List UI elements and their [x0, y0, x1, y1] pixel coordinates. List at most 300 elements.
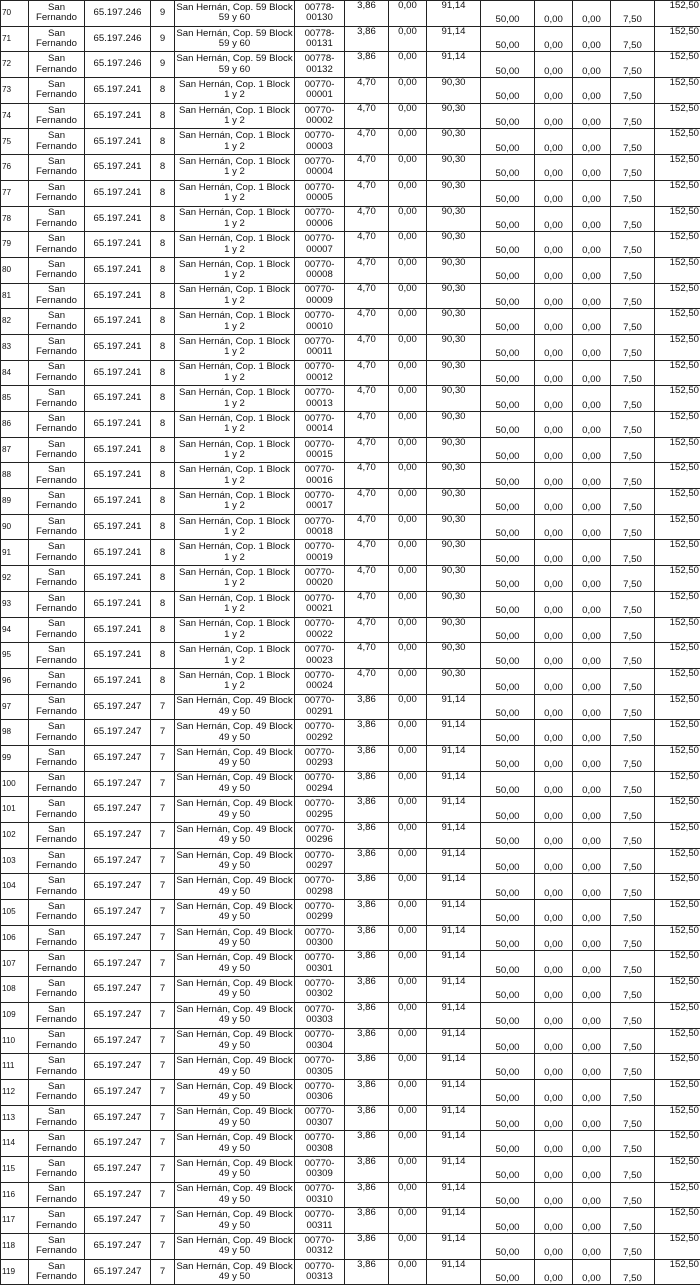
municipality-line-1: San [47, 926, 66, 938]
municipality-line-2: Fernando [35, 937, 78, 949]
row-number: 116 [1, 1182, 29, 1208]
lote-cell: 7 [151, 1028, 175, 1054]
municipality-line-1: San [47, 181, 66, 193]
rol-cell: 65.197.247 [85, 1079, 151, 1105]
location-cell [175, 78, 295, 104]
fee-b-value: 0,00 [535, 155, 573, 181]
cost-a-value: 0,00 [389, 334, 427, 360]
cost-b-value: 90,30 [427, 129, 481, 155]
id-line-2: 00307 [306, 1116, 333, 1128]
row-number: 97 [1, 694, 29, 720]
location-cell [175, 386, 295, 412]
fee-d-value: 7,50 [611, 1, 655, 27]
municipality-line-2: Fernando [35, 782, 78, 794]
row-number: 81 [1, 283, 29, 309]
fee-b-value: 0,00 [535, 1054, 573, 1080]
id-line-1: 00770- [304, 104, 335, 116]
location-line-2: 1 y 2 [224, 371, 245, 383]
id-line-2: 00132 [306, 63, 333, 75]
location-line-2: 1 y 2 [224, 397, 245, 409]
total-value: 152,50 [655, 309, 700, 335]
municipality-line-2: Fernando [35, 371, 78, 383]
municipality-line-2: Fernando [35, 12, 78, 24]
fee-a-value: 50,00 [481, 437, 535, 463]
fee-c-value: 0,00 [573, 155, 611, 181]
area-value: 4,70 [345, 257, 389, 283]
id-line-1: 00770- [304, 977, 335, 989]
area-value: 3,86 [345, 1079, 389, 1105]
id-line-2: 00297 [306, 860, 333, 872]
fee-d-value: 7,50 [611, 823, 655, 849]
id-cell [295, 206, 345, 232]
municipality-line-1: San [47, 1106, 66, 1118]
area-value: 4,70 [345, 514, 389, 540]
cost-b-value: 90,30 [427, 283, 481, 309]
id-line-1: 00770- [304, 1003, 335, 1015]
location-line-2: 1 y 2 [224, 243, 245, 255]
id-line-2: 00019 [306, 551, 333, 563]
lote-cell: 8 [151, 643, 175, 669]
total-value: 152,50 [655, 1234, 700, 1260]
location-line-1: San Hernán, Cop. 1 Block [179, 310, 290, 322]
municipality-line-2: Fernando [35, 654, 78, 666]
location-cell [175, 129, 295, 155]
municipality-cell [29, 1182, 85, 1208]
location-line-1: San Hernán, Cop. 49 Block [176, 1209, 293, 1221]
cost-a-value: 0,00 [389, 1182, 427, 1208]
total-value: 152,50 [655, 668, 700, 694]
location-line-1: San Hernán, Cop. 59 Block [176, 1, 293, 13]
fee-b-value: 0,00 [535, 900, 573, 926]
rol-cell: 65.197.247 [85, 900, 151, 926]
location-cell [175, 309, 295, 335]
id-line-1: 00770- [304, 207, 335, 219]
cost-b-value: 90,30 [427, 206, 481, 232]
location-line-1: San Hernán, Cop. 49 Block [176, 900, 293, 912]
row-number: 94 [1, 617, 29, 643]
cost-a-value: 0,00 [389, 232, 427, 258]
fee-c-value: 0,00 [573, 463, 611, 489]
table-row [1, 1259, 700, 1285]
rol-cell: 65.197.247 [85, 1234, 151, 1260]
cost-b-value: 91,14 [427, 925, 481, 951]
cost-b-value: 91,14 [427, 1105, 481, 1131]
area-value: 3,86 [345, 1208, 389, 1234]
municipality-line-1: San [47, 644, 66, 656]
id-line-2: 00313 [306, 1271, 333, 1283]
id-line-2: 00301 [306, 962, 333, 974]
table-row [1, 1234, 700, 1260]
municipality-line-2: Fernando [35, 346, 78, 358]
rol-cell: 65.197.241 [85, 155, 151, 181]
row-number: 71 [1, 26, 29, 52]
municipality-line-1: San [47, 515, 66, 527]
id-line-1: 00770- [304, 618, 335, 630]
total-value: 152,50 [655, 1131, 700, 1157]
location-line-1: San Hernán, Cop. 1 Block [179, 181, 290, 193]
location-line-1: San Hernán, Cop. 49 Block [176, 721, 293, 733]
total-value: 152,50 [655, 463, 700, 489]
fee-b-value: 0,00 [535, 720, 573, 746]
location-line-1: San Hernán, Cop. 49 Block [176, 1080, 293, 1092]
municipality-line-1: San [47, 1183, 66, 1195]
cost-a-value: 0,00 [389, 1054, 427, 1080]
location-line-2: 49 y 50 [218, 1014, 251, 1026]
lote-cell: 7 [151, 1002, 175, 1028]
id-line-1: 00770- [304, 592, 335, 604]
fee-d-value: 7,50 [611, 334, 655, 360]
id-cell [295, 720, 345, 746]
fee-c-value: 0,00 [573, 103, 611, 129]
fee-b-value: 0,00 [535, 745, 573, 771]
location-cell [175, 900, 295, 926]
rol-cell: 65.197.241 [85, 617, 151, 643]
municipality-line-1: San [47, 1132, 66, 1144]
id-line-2: 00308 [306, 1142, 333, 1154]
location-line-2: 1 y 2 [224, 423, 245, 435]
municipality-line-2: Fernando [35, 166, 78, 178]
row-number: 73 [1, 78, 29, 104]
fee-c-value: 0,00 [573, 360, 611, 386]
lote-cell: 9 [151, 52, 175, 78]
fee-a-value: 50,00 [481, 643, 535, 669]
municipality-line-2: Fernando [35, 705, 78, 717]
id-line-2: 00011 [306, 346, 333, 358]
fee-c-value: 0,00 [573, 540, 611, 566]
id-line-1: 00770- [304, 1260, 335, 1272]
row-number: 106 [1, 925, 29, 951]
fee-b-value: 0,00 [535, 232, 573, 258]
fee-c-value: 0,00 [573, 1234, 611, 1260]
id-cell [295, 283, 345, 309]
fee-d-value: 7,50 [611, 52, 655, 78]
cost-a-value: 0,00 [389, 1131, 427, 1157]
id-line-1: 00770- [304, 412, 335, 424]
location-cell [175, 951, 295, 977]
id-cell [295, 257, 345, 283]
location-line-2: 1 y 2 [224, 294, 245, 306]
fee-b-value: 0,00 [535, 1, 573, 27]
total-value: 152,50 [655, 823, 700, 849]
municipality-line-1: San [47, 952, 66, 964]
area-value: 3,86 [345, 797, 389, 823]
municipality-line-1: San [47, 746, 66, 758]
cost-a-value: 0,00 [389, 540, 427, 566]
fee-d-value: 7,50 [611, 26, 655, 52]
fee-d-value: 7,50 [611, 360, 655, 386]
municipality-cell [29, 206, 85, 232]
row-number: 84 [1, 360, 29, 386]
fee-b-value: 0,00 [535, 386, 573, 412]
municipality-line-2: Fernando [35, 834, 78, 846]
location-cell [175, 514, 295, 540]
area-value: 3,86 [345, 1002, 389, 1028]
row-number: 111 [1, 1054, 29, 1080]
area-value: 4,70 [345, 206, 389, 232]
id-line-1: 00770- [304, 1055, 335, 1067]
table-row [1, 1105, 700, 1131]
municipality-line-2: Fernando [35, 1065, 78, 1077]
location-line-2: 59 y 60 [218, 63, 251, 75]
row-number: 83 [1, 334, 29, 360]
fee-d-value: 7,50 [611, 874, 655, 900]
area-value: 4,70 [345, 103, 389, 129]
municipality-cell [29, 977, 85, 1003]
fee-a-value: 50,00 [481, 1208, 535, 1234]
id-cell [295, 232, 345, 258]
fee-a-value: 50,00 [481, 566, 535, 592]
fee-c-value: 0,00 [573, 206, 611, 232]
id-line-2: 00294 [306, 782, 333, 794]
cost-b-value: 91,14 [427, 1156, 481, 1182]
fee-c-value: 0,00 [573, 668, 611, 694]
cost-a-value: 0,00 [389, 103, 427, 129]
row-number: 109 [1, 1002, 29, 1028]
id-line-1: 00778- [304, 27, 335, 39]
cost-b-value: 91,14 [427, 720, 481, 746]
id-cell [295, 1, 345, 27]
cost-b-value: 91,14 [427, 900, 481, 926]
location-line-1: San Hernán, Cop. 59 Block [176, 27, 293, 39]
location-line-2: 49 y 50 [218, 757, 251, 769]
municipality-cell [29, 180, 85, 206]
table-row [1, 437, 700, 463]
fee-d-value: 7,50 [611, 309, 655, 335]
fee-a-value: 50,00 [481, 129, 535, 155]
id-line-2: 00020 [306, 577, 333, 589]
rol-cell: 65.197.241 [85, 514, 151, 540]
fee-c-value: 0,00 [573, 848, 611, 874]
location-cell [175, 180, 295, 206]
id-cell [295, 1131, 345, 1157]
municipality-cell [29, 78, 85, 104]
id-line-1: 00770- [304, 284, 335, 296]
cost-b-value: 91,14 [427, 848, 481, 874]
area-value: 3,86 [345, 745, 389, 771]
location-line-1: San Hernán, Cop. 1 Block [179, 412, 290, 424]
id-line-2: 00306 [306, 1091, 333, 1103]
municipality-line-2: Fernando [35, 577, 78, 589]
fee-b-value: 0,00 [535, 309, 573, 335]
fee-a-value: 50,00 [481, 180, 535, 206]
lote-cell: 8 [151, 334, 175, 360]
municipality-line-2: Fernando [35, 1014, 78, 1026]
location-line-1: San Hernán, Cop. 1 Block [179, 592, 290, 604]
cost-b-value: 90,30 [427, 155, 481, 181]
table-row [1, 283, 700, 309]
municipality-line-1: San [47, 387, 66, 399]
fee-b-value: 0,00 [535, 848, 573, 874]
fee-c-value: 0,00 [573, 26, 611, 52]
municipality-line-2: Fernando [35, 320, 78, 332]
area-value: 4,70 [345, 617, 389, 643]
municipality-line-2: Fernando [35, 423, 78, 435]
municipality-line-2: Fernando [35, 474, 78, 486]
cost-b-value: 90,30 [427, 514, 481, 540]
table-row [1, 848, 700, 874]
cost-b-value: 91,14 [427, 1028, 481, 1054]
id-line-1: 00770- [304, 1132, 335, 1144]
municipality-line-2: Fernando [35, 1193, 78, 1205]
municipality-line-1: San [47, 1, 66, 13]
fee-d-value: 7,50 [611, 129, 655, 155]
location-line-1: San Hernán, Cop. 49 Block [176, 1260, 293, 1272]
fee-a-value: 50,00 [481, 283, 535, 309]
id-cell [295, 463, 345, 489]
fee-d-value: 7,50 [611, 1234, 655, 1260]
row-number: 82 [1, 309, 29, 335]
location-line-1: San Hernán, Cop. 1 Block [179, 284, 290, 296]
location-line-2: 49 y 50 [218, 1219, 251, 1231]
row-number: 105 [1, 900, 29, 926]
lote-cell: 8 [151, 232, 175, 258]
location-line-1: San Hernán, Cop. 49 Block [176, 977, 293, 989]
total-value: 152,50 [655, 925, 700, 951]
id-line-1: 00770- [304, 746, 335, 758]
cost-b-value: 91,14 [427, 52, 481, 78]
location-cell [175, 848, 295, 874]
cost-a-value: 0,00 [389, 514, 427, 540]
id-cell [295, 591, 345, 617]
total-value: 152,50 [655, 386, 700, 412]
row-number: 88 [1, 463, 29, 489]
municipality-line-1: San [47, 464, 66, 476]
id-line-1: 00770- [304, 772, 335, 784]
location-line-2: 1 y 2 [224, 346, 245, 358]
location-line-2: 49 y 50 [218, 1245, 251, 1257]
rol-cell: 65.197.241 [85, 386, 151, 412]
total-value: 152,50 [655, 1105, 700, 1131]
id-line-1: 00770- [304, 181, 335, 193]
total-value: 152,50 [655, 977, 700, 1003]
cost-b-value: 91,14 [427, 1208, 481, 1234]
id-line-1: 00770- [304, 310, 335, 322]
fee-d-value: 7,50 [611, 412, 655, 438]
municipality-line-2: Fernando [35, 680, 78, 692]
id-cell [295, 334, 345, 360]
rol-cell: 65.197.247 [85, 720, 151, 746]
fee-d-value: 7,50 [611, 797, 655, 823]
table-row [1, 309, 700, 335]
id-line-2: 00292 [306, 731, 333, 743]
municipality-cell [29, 745, 85, 771]
location-cell [175, 489, 295, 515]
lote-cell: 7 [151, 1182, 175, 1208]
id-cell [295, 1054, 345, 1080]
fee-b-value: 0,00 [535, 514, 573, 540]
total-value: 152,50 [655, 26, 700, 52]
municipality-cell [29, 668, 85, 694]
location-cell [175, 334, 295, 360]
cost-a-value: 0,00 [389, 463, 427, 489]
fee-c-value: 0,00 [573, 437, 611, 463]
municipality-line-1: San [47, 78, 66, 90]
location-cell [175, 771, 295, 797]
fee-a-value: 50,00 [481, 412, 535, 438]
id-cell [295, 1259, 345, 1285]
id-cell [295, 900, 345, 926]
location-line-2: 49 y 50 [218, 731, 251, 743]
municipality-cell [29, 412, 85, 438]
row-number: 70 [1, 1, 29, 27]
row-number: 79 [1, 232, 29, 258]
location-line-1: San Hernán, Cop. 1 Block [179, 515, 290, 527]
total-value: 152,50 [655, 1156, 700, 1182]
id-line-2: 00018 [306, 526, 333, 538]
table-row [1, 694, 700, 720]
location-cell [175, 463, 295, 489]
location-line-1: San Hernán, Cop. 49 Block [176, 926, 293, 938]
row-number: 93 [1, 591, 29, 617]
lote-cell: 8 [151, 78, 175, 104]
municipality-cell [29, 52, 85, 78]
rol-cell: 65.197.241 [85, 591, 151, 617]
id-line-2: 00014 [306, 423, 333, 435]
municipality-line-1: San [47, 284, 66, 296]
municipality-line-1: San [47, 1209, 66, 1221]
fee-d-value: 7,50 [611, 155, 655, 181]
area-value: 3,86 [345, 1234, 389, 1260]
municipality-cell [29, 1028, 85, 1054]
total-value: 152,50 [655, 78, 700, 104]
fee-c-value: 0,00 [573, 1131, 611, 1157]
location-line-2: 49 y 50 [218, 834, 251, 846]
fee-a-value: 50,00 [481, 232, 535, 258]
municipality-cell [29, 1234, 85, 1260]
total-value: 152,50 [655, 745, 700, 771]
municipality-line-1: San [47, 104, 66, 116]
id-line-1: 00770- [304, 875, 335, 887]
table-row [1, 925, 700, 951]
location-line-1: San Hernán, Cop. 59 Block [176, 53, 293, 65]
id-line-2: 00003 [306, 140, 333, 152]
total-value: 152,50 [655, 1, 700, 27]
rol-cell: 65.197.246 [85, 26, 151, 52]
municipality-cell [29, 1208, 85, 1234]
id-line-2: 00303 [306, 1014, 333, 1026]
fee-c-value: 0,00 [573, 900, 611, 926]
cost-a-value: 0,00 [389, 309, 427, 335]
id-cell [295, 566, 345, 592]
row-number: 89 [1, 489, 29, 515]
rol-cell: 65.197.247 [85, 874, 151, 900]
cost-a-value: 0,00 [389, 925, 427, 951]
cost-a-value: 0,00 [389, 566, 427, 592]
id-line-2: 00130 [306, 12, 333, 24]
area-value: 3,86 [345, 694, 389, 720]
id-line-1: 00770- [304, 1157, 335, 1169]
area-value: 3,86 [345, 1259, 389, 1285]
total-value: 152,50 [655, 951, 700, 977]
location-cell [175, 103, 295, 129]
cost-b-value: 91,14 [427, 1182, 481, 1208]
municipality-line-1: San [47, 53, 66, 65]
cost-b-value: 90,30 [427, 386, 481, 412]
id-line-1: 00770- [304, 233, 335, 245]
rol-cell: 65.197.241 [85, 463, 151, 489]
id-line-2: 00302 [306, 988, 333, 1000]
area-value: 4,70 [345, 668, 389, 694]
id-cell [295, 694, 345, 720]
rol-cell: 65.197.247 [85, 745, 151, 771]
cost-a-value: 0,00 [389, 1002, 427, 1028]
cost-b-value: 90,30 [427, 334, 481, 360]
municipality-cell [29, 900, 85, 926]
fee-a-value: 50,00 [481, 155, 535, 181]
cost-a-value: 0,00 [389, 129, 427, 155]
total-value: 152,50 [655, 206, 700, 232]
location-cell [175, 797, 295, 823]
